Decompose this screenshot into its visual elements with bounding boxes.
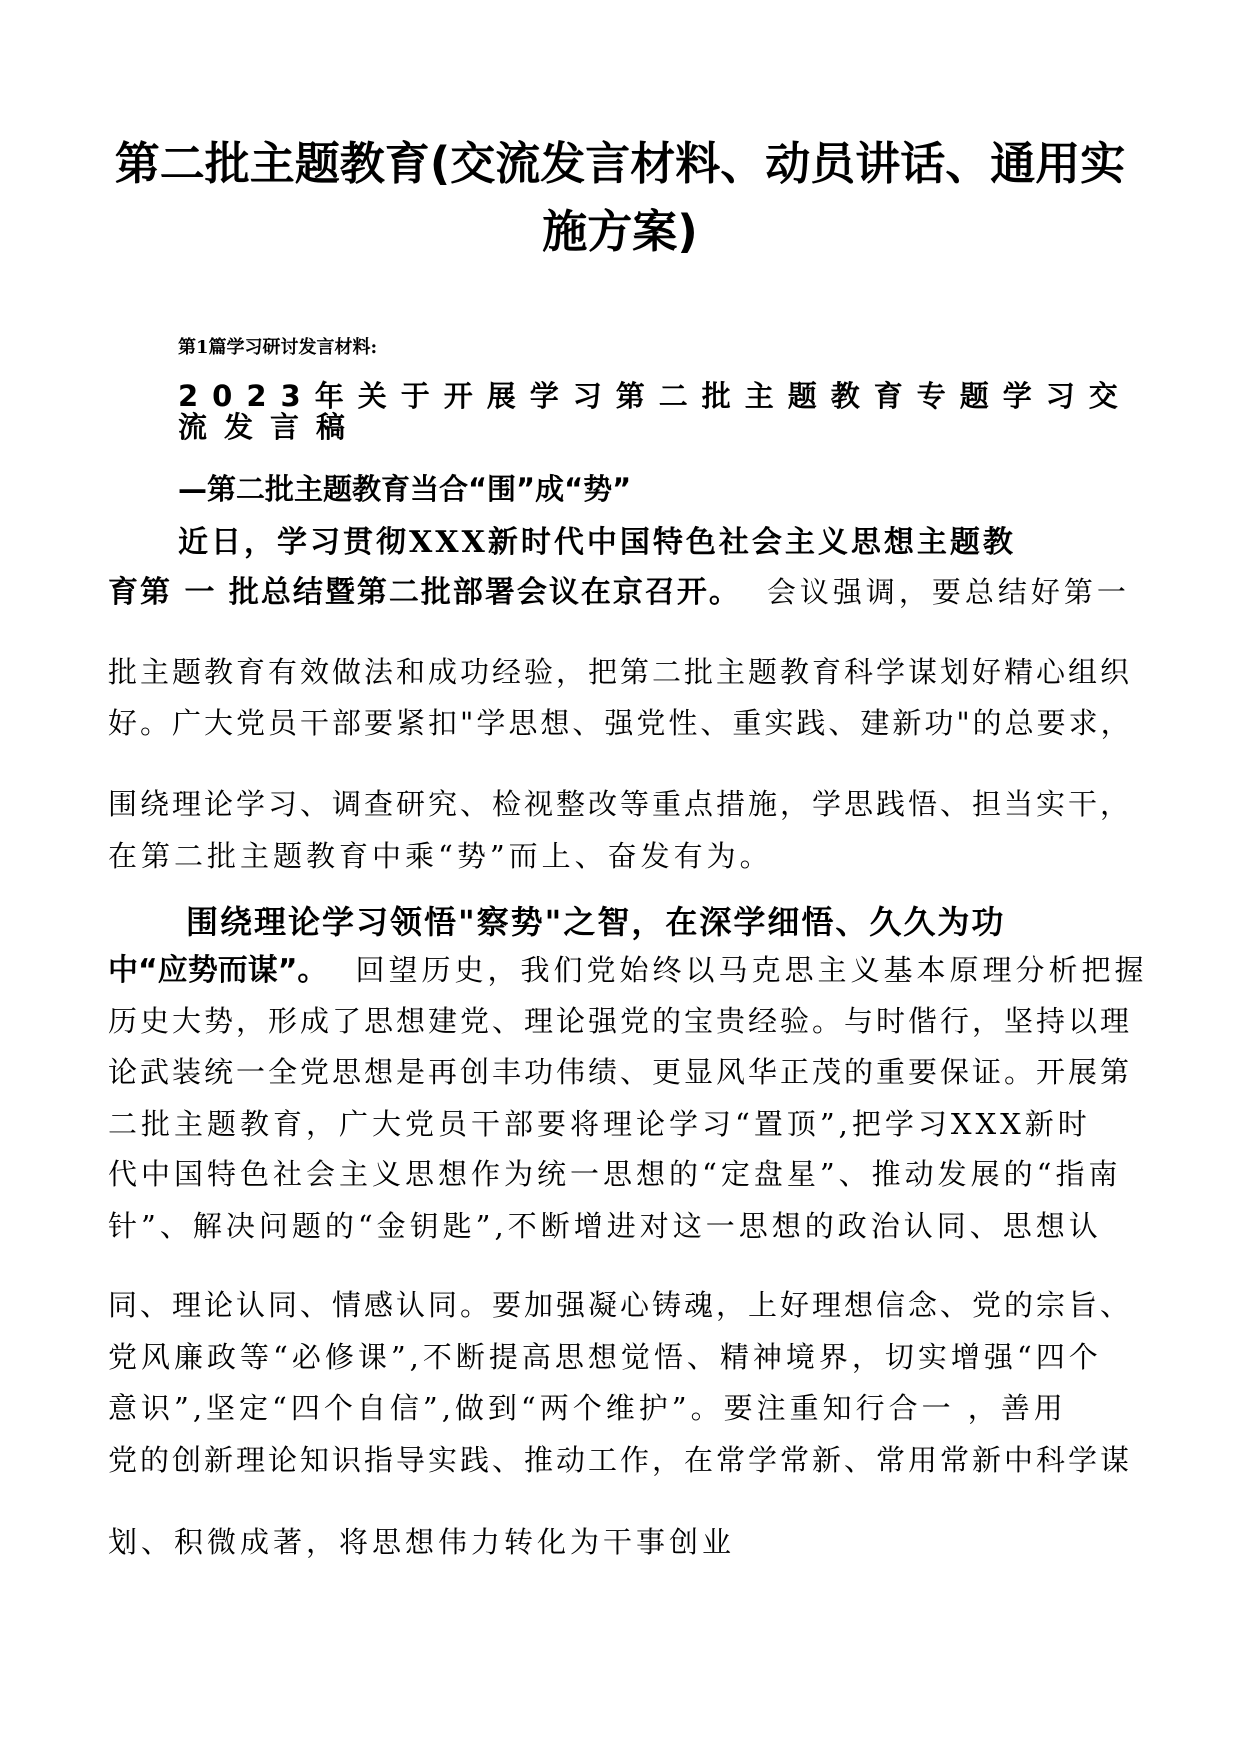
heading-line-2: 流发言稿 — [178, 410, 363, 444]
p2-line-3: 历史大势，形成了思想建党、理论强党的宝贵经验。与时偕行，坚持以理 — [108, 1004, 1133, 1038]
p1-line-2 — [108, 575, 1130, 610]
p1-line-6: 在第二批主题教育中乘“势”而上、奋发有为。 — [108, 839, 773, 873]
p2-line-1: 围绕理论学习领悟"察势"之智，在深学细悟、久久为功 — [186, 903, 1006, 941]
p2-line-5: 二批主题教育，广大党员干部要将理论学习“置顶”,把学习XXX新时 — [108, 1107, 1091, 1141]
p1-line-3: 批主题教育有效做法和成功经验，把第二批主题教育科学谋划好精心组织 — [108, 655, 1133, 689]
p2-line-11: 党的创新理论知识指导实践、推动工作，在常学常新、常用常新中科学谋 — [108, 1443, 1133, 1477]
p2-line-2-normal: 回望历史，我们党始终以马克思主义基本原理分析把握 — [355, 953, 1148, 987]
p1-line-2-bold: 育第 一 批总结暨第二批部署会议在京召开。 — [108, 575, 741, 610]
p2-line-7: 针”、解决问题的“金钥匙”,不断增进对这一思想的政治认同、思想认 — [108, 1209, 1102, 1243]
p1-line-2-normal: 会议强调，要总结好第一 — [766, 575, 1130, 609]
p1-line-5: 围绕理论学习、调查研究、检视整改等重点措施，学思践悟、担当实干， — [108, 787, 1133, 821]
p2-line-2 — [108, 953, 1148, 988]
p2-line-10: 意识”,坚定“四个自信”,做到“两个维护”。要注重知行合一 ，善用 — [108, 1391, 1067, 1425]
p2-line-2-bold: 中“应势而谋”。 — [108, 953, 328, 988]
section-label: 第1篇学习研讨发言材料: — [178, 337, 378, 358]
p2-line-9: 党风廉政等“必修课”,不断提高思想觉悟、精神境界，切实增强“四个 — [108, 1340, 1102, 1374]
heading-line-1: 2023年关于开展学习第二批主题教育专题学习交 — [178, 379, 1132, 413]
p1-line-4: 好。广大党员干部要紧扣"学思想、强党性、重实践、建新功"的总要求， — [108, 706, 1133, 740]
p2-line-4: 论武装统一全党思想是再创丰功伟绩、更显风华正茂的重要保证。开展第 — [108, 1055, 1133, 1089]
p2-line-6: 代中国特色社会主义思想作为统一思想的“定盘星”、推动发展的“指南 — [108, 1157, 1122, 1191]
p2-line-12: 划、积微成著，将思想伟力转化为干事创业 — [108, 1525, 736, 1559]
subheading: —第二批主题教育当合“围”成“势” — [178, 472, 632, 506]
document-title: 第二批主题教育(交流发言材料、动员讲话、通用实施方案) — [114, 137, 1126, 258]
p1-line-1: 近日，学习贯彻XXX新时代中国特色社会主义思想主题教 — [178, 525, 1016, 560]
p2-line-8: 同、理论认同、情感认同。要加强凝心铸魂，上好理想信念、党的宗旨、 — [108, 1288, 1133, 1322]
